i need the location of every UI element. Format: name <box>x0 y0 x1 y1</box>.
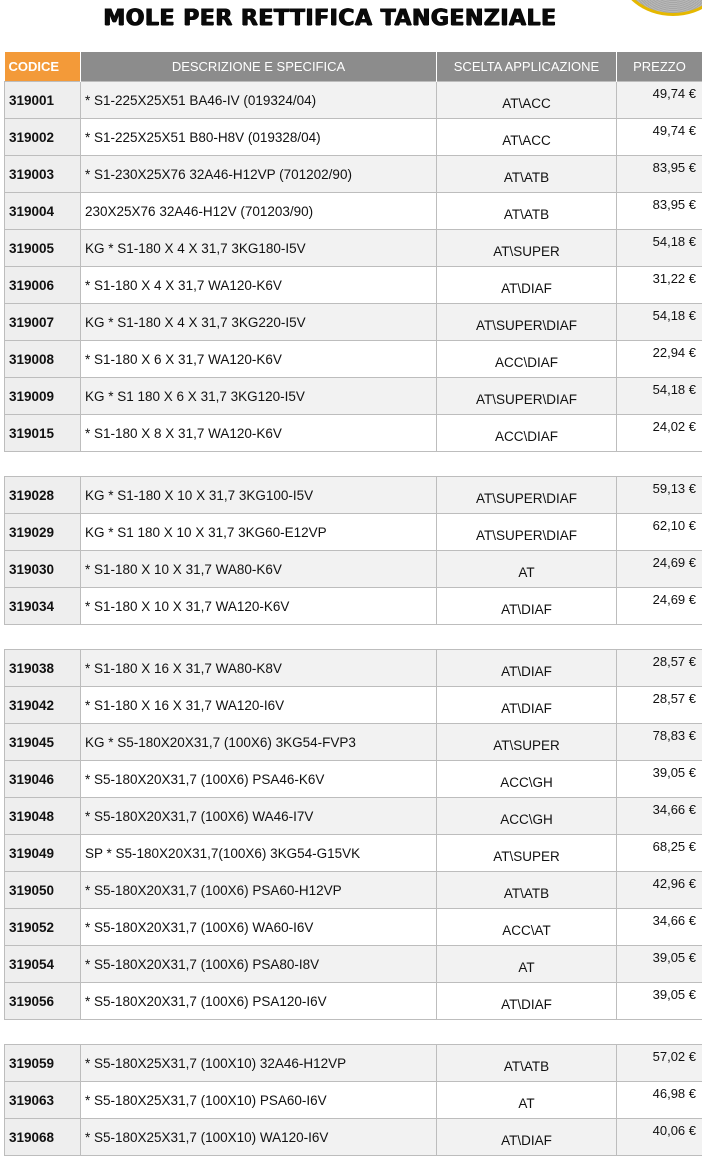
product-description: * S5-180X20X31,7 (100X6) WA60-I6V <box>81 909 437 946</box>
group-spacer <box>5 452 702 477</box>
product-code: 319049 <box>5 835 81 872</box>
product-description: * S1-180 X 8 X 31,7 WA120-K6V <box>81 415 437 452</box>
product-application: AT\DIAF <box>437 983 617 1020</box>
product-code: 319004 <box>5 193 81 230</box>
product-price: 68,25 € <box>617 835 702 872</box>
product-code: 319045 <box>5 724 81 761</box>
group-spacer <box>5 625 702 650</box>
product-application: AT\SUPER\DIAF <box>437 477 617 514</box>
product-code: 319048 <box>5 798 81 835</box>
product-application: AT\SUPER <box>437 724 617 761</box>
product-price: 39,05 € <box>617 946 702 983</box>
product-description: KG * S1-180 X 10 X 31,7 3KG100-I5V <box>81 477 437 514</box>
table-row <box>5 82 702 119</box>
product-application: AT\ATB <box>437 156 617 193</box>
product-price: 28,57 € <box>617 687 702 724</box>
product-price: 22,94 € <box>617 341 702 378</box>
product-code: 319003 <box>5 156 81 193</box>
product-application: ACC\GH <box>437 798 617 835</box>
header-application: SCELTA APPLICAZIONE <box>437 52 617 82</box>
table-row <box>5 514 702 551</box>
spacer-cell <box>5 625 702 650</box>
product-description: * S5-180X20X31,7 (100X6) PSA60-H12VP <box>81 872 437 909</box>
product-code: 319015 <box>5 415 81 452</box>
product-price: 54,18 € <box>617 304 702 341</box>
table-row <box>5 477 702 514</box>
product-description: * S1-180 X 6 X 31,7 WA120-K6V <box>81 341 437 378</box>
product-application: ACC\AT <box>437 909 617 946</box>
product-code: 319059 <box>5 1045 81 1082</box>
spacer-cell <box>5 452 702 477</box>
product-description: * S1-180 X 10 X 31,7 WA80-K6V <box>81 551 437 588</box>
product-code: 319009 <box>5 378 81 415</box>
product-description: * S5-180X25X31,7 (100X10) WA120-I6V <box>81 1119 437 1156</box>
product-application: AT\DIAF <box>437 1119 617 1156</box>
table-row <box>5 983 702 1020</box>
product-price: 78,83 € <box>617 724 702 761</box>
product-price: 62,10 € <box>617 514 702 551</box>
product-code: 319046 <box>5 761 81 798</box>
table-row <box>5 946 702 983</box>
product-price: 46,98 € <box>617 1082 702 1119</box>
product-code: 319042 <box>5 687 81 724</box>
table-row <box>5 835 702 872</box>
product-application: AT <box>437 1082 617 1119</box>
product-application: ACC\DIAF <box>437 341 617 378</box>
product-application: AT\SUPER <box>437 835 617 872</box>
product-application: AT\SUPER\DIAF <box>437 514 617 551</box>
header-price: PREZZO <box>617 52 702 82</box>
product-application: AT <box>437 551 617 588</box>
product-description: KG * S1 180 X 6 X 31,7 3KG120-I5V <box>81 378 437 415</box>
product-description: * S5-180X20X31,7 (100X6) PSA46-K6V <box>81 761 437 798</box>
product-price: 59,13 € <box>617 477 702 514</box>
table-row <box>5 551 702 588</box>
product-code: 319006 <box>5 267 81 304</box>
product-price: 34,66 € <box>617 909 702 946</box>
table-row <box>5 909 702 946</box>
product-description: * S1-230X25X76 32A46-H12VP (701202/90) <box>81 156 437 193</box>
product-price: 31,22 € <box>617 267 702 304</box>
product-application: AT\ATB <box>437 1045 617 1082</box>
product-code: 319030 <box>5 551 81 588</box>
product-description: KG * S5-180X20X31,7 (100X6) 3KG54-FVP3 <box>81 724 437 761</box>
product-price: 34,66 € <box>617 798 702 835</box>
product-code: 319007 <box>5 304 81 341</box>
product-price: 57,02 € <box>617 1045 702 1082</box>
table-row <box>5 650 702 687</box>
product-code: 319056 <box>5 983 81 1020</box>
product-price: 54,18 € <box>617 230 702 267</box>
spacer-cell <box>5 1020 702 1045</box>
product-code: 319068 <box>5 1119 81 1156</box>
table-row <box>5 872 702 909</box>
product-application: AT\SUPER\DIAF <box>437 304 617 341</box>
table-header-row <box>5 52 702 82</box>
table-row <box>5 415 702 452</box>
product-price: 24,02 € <box>617 415 702 452</box>
price-table <box>4 52 702 1156</box>
product-price: 39,05 € <box>617 983 702 1020</box>
product-code: 319001 <box>5 82 81 119</box>
product-application: AT\ACC <box>437 119 617 156</box>
product-price: 83,95 € <box>617 156 702 193</box>
table-row <box>5 1119 702 1156</box>
product-code: 319054 <box>5 946 81 983</box>
product-description: * S5-180X20X31,7 (100X6) PSA80-I8V <box>81 946 437 983</box>
product-price: 24,69 € <box>617 588 702 625</box>
product-description: * S1-225X25X51 B80-H8V (019328/04) <box>81 119 437 156</box>
table-row <box>5 687 702 724</box>
table-row <box>5 588 702 625</box>
product-description: * S1-180 X 16 X 31,7 WA80-K8V <box>81 650 437 687</box>
product-price: 24,69 € <box>617 551 702 588</box>
header-description: DESCRIZIONE E SPECIFICA <box>81 52 437 82</box>
product-code: 319029 <box>5 514 81 551</box>
product-application: AT\ATB <box>437 193 617 230</box>
product-price: 39,05 € <box>617 761 702 798</box>
product-description: KG * S1-180 X 4 X 31,7 3KG220-I5V <box>81 304 437 341</box>
product-application: AT\ATB <box>437 872 617 909</box>
product-code: 319034 <box>5 588 81 625</box>
table-row <box>5 156 702 193</box>
table-row <box>5 724 702 761</box>
product-description: KG * S1 180 X 10 X 31,7 3KG60-E12VP <box>81 514 437 551</box>
product-price: 83,95 € <box>617 193 702 230</box>
product-application: AT\DIAF <box>437 687 617 724</box>
table-row <box>5 267 702 304</box>
product-description: * S5-180X20X31,7 (100X6) PSA120-I6V <box>81 983 437 1020</box>
product-code: 319005 <box>5 230 81 267</box>
product-description: * S1-180 X 10 X 31,7 WA120-K6V <box>81 588 437 625</box>
product-application: ACC\DIAF <box>437 415 617 452</box>
product-application: AT\SUPER <box>437 230 617 267</box>
product-description: * S1-180 X 16 X 31,7 WA120-I6V <box>81 687 437 724</box>
product-description: * S1-180 X 4 X 31,7 WA120-K6V <box>81 267 437 304</box>
header-code: CODICE <box>5 52 81 82</box>
table-row <box>5 230 702 267</box>
product-description: * S5-180X25X31,7 (100X10) 32A46-H12VP <box>81 1045 437 1082</box>
table-row <box>5 119 702 156</box>
table-row <box>5 304 702 341</box>
product-description: SP * S5-180X20X31,7(100X6) 3KG54-G15VK <box>81 835 437 872</box>
table-row <box>5 761 702 798</box>
product-price: 49,74 € <box>617 119 702 156</box>
product-description: * S1-225X25X51 BA46-IV (019324/04) <box>81 82 437 119</box>
product-description: * S5-180X20X31,7 (100X6) WA46-I7V <box>81 798 437 835</box>
product-price: 54,18 € <box>617 378 702 415</box>
product-application: ACC\GH <box>437 761 617 798</box>
product-price: 28,57 € <box>617 650 702 687</box>
product-code: 319002 <box>5 119 81 156</box>
product-price: 40,06 € <box>617 1119 702 1156</box>
product-code: 319052 <box>5 909 81 946</box>
product-code: 319050 <box>5 872 81 909</box>
table-row <box>5 193 702 230</box>
product-code: 319063 <box>5 1082 81 1119</box>
product-description: KG * S1-180 X 4 X 31,7 3KG180-I5V <box>81 230 437 267</box>
product-code: 319038 <box>5 650 81 687</box>
product-description: 230X25X76 32A46-H12V (701203/90) <box>81 193 437 230</box>
table-row <box>5 378 702 415</box>
page-title: MOLE PER RETTIFICA TANGENZIALE <box>0 6 660 31</box>
table-body <box>5 82 702 1156</box>
table-row <box>5 1045 702 1082</box>
product-application: AT\DIAF <box>437 588 617 625</box>
product-application: AT\ACC <box>437 82 617 119</box>
product-price: 42,96 € <box>617 872 702 909</box>
product-price: 49,74 € <box>617 82 702 119</box>
group-spacer <box>5 1020 702 1045</box>
product-description: * S5-180X25X31,7 (100X10) PSA60-I6V <box>81 1082 437 1119</box>
product-code: 319028 <box>5 477 81 514</box>
product-application: AT\DIAF <box>437 267 617 304</box>
product-application: AT\SUPER\DIAF <box>437 378 617 415</box>
table-row <box>5 1082 702 1119</box>
table-row <box>5 341 702 378</box>
product-code: 319008 <box>5 341 81 378</box>
product-application: AT <box>437 946 617 983</box>
table-row <box>5 798 702 835</box>
product-application: AT\DIAF <box>437 650 617 687</box>
